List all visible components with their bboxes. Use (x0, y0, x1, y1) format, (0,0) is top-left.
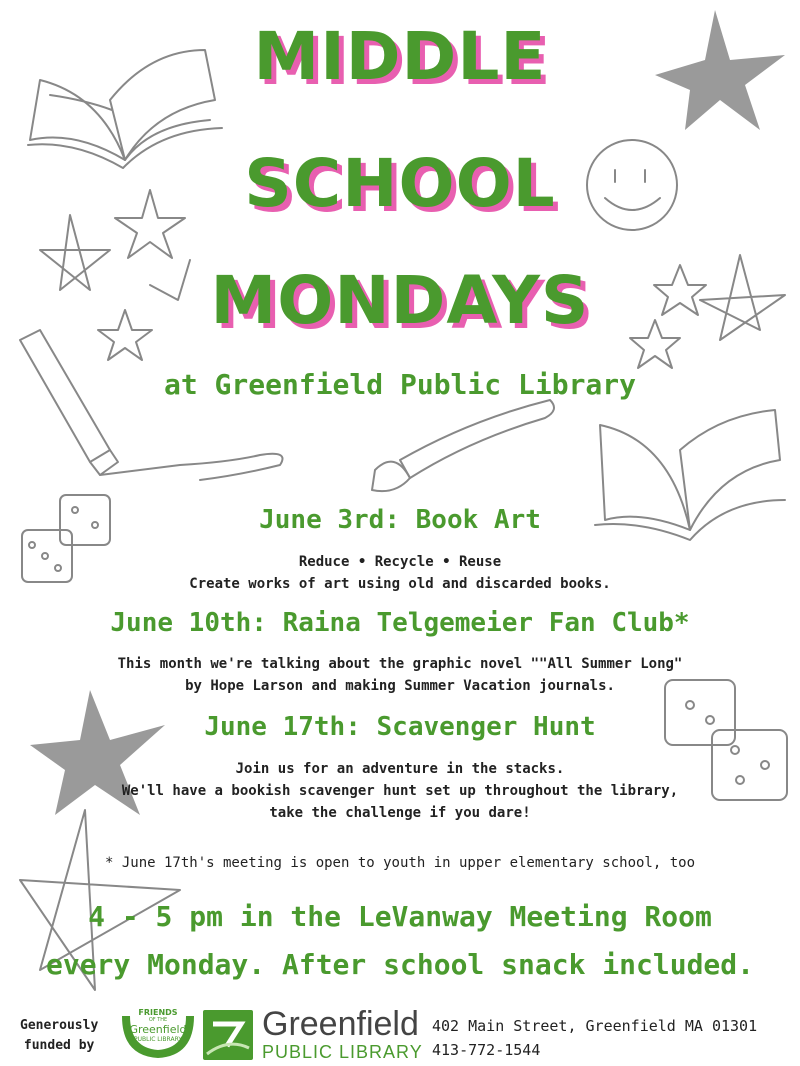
event-1-heading: June 3rd: Book Art (259, 505, 541, 535)
marker-icon (20, 330, 283, 480)
event-2-line-1: This month we're talking about the graphic novel ""All Summer Long" (117, 656, 683, 672)
event-3-line-1: Join us for an adventure in the stacks. (235, 761, 565, 777)
title-line-3: MONDAYS (210, 262, 590, 339)
schedule-line-2: every Monday. After school snack included. (45, 948, 754, 981)
schedule-line-1: 4 - 5 pm in the LeVanway Meeting Room (88, 900, 712, 933)
friends-logo (118, 1006, 198, 1060)
library-g-icon (203, 1010, 253, 1060)
event-2-line-2: by Hope Larson and making Summer Vacation journals. (185, 678, 615, 694)
library-logo-text (262, 1006, 423, 1063)
event-3-description (0, 758, 800, 824)
library-sub: PUBLIC LIBRARY (262, 1042, 423, 1062)
event-1-line-1: Reduce • Recycle • Reuse (298, 554, 502, 570)
contact-info (432, 1014, 757, 1062)
event-3-heading: June 17th: Scavenger Hunt (204, 712, 596, 742)
library-logo-mark (203, 1010, 253, 1060)
event-2-description (0, 653, 800, 697)
friends-name: Greenfield (129, 1023, 187, 1036)
friends-sub: PUBLIC LIBRARY (133, 1036, 183, 1043)
title-line-1: MIDDLE (253, 18, 547, 95)
event-3-line-3: take the challenge if you dare! (269, 805, 531, 821)
event-3-line-2: We'll have a bookish scavenger hunt set up throughout the library, (121, 783, 679, 799)
event-1-description (0, 551, 800, 595)
funded-by (20, 1016, 98, 1056)
phone: 413-772-1544 (432, 1041, 541, 1059)
funded-line-1: Generously (20, 1018, 99, 1033)
address: 402 Main Street, Greenfield MA 01301 (432, 1017, 758, 1035)
friends-mid: OF THE (148, 1017, 168, 1023)
subtitle: at Greenfield Public Library (163, 368, 636, 401)
friends-top: FRIENDS (138, 1008, 178, 1017)
title-line-2: SCHOOL (244, 145, 556, 222)
library-name: Greenfield (262, 1005, 419, 1043)
footnote: * June 17th's meeting is open to youth in upper elementary school, too (104, 855, 695, 871)
funded-line-2: funded by (23, 1038, 95, 1053)
event-1-line-2: Create works of art using old and discarded books. (189, 576, 611, 592)
paintbrush-icon (372, 400, 554, 491)
event-2-heading: June 10th: Raina Telgemeier Fan Club* (110, 608, 690, 638)
